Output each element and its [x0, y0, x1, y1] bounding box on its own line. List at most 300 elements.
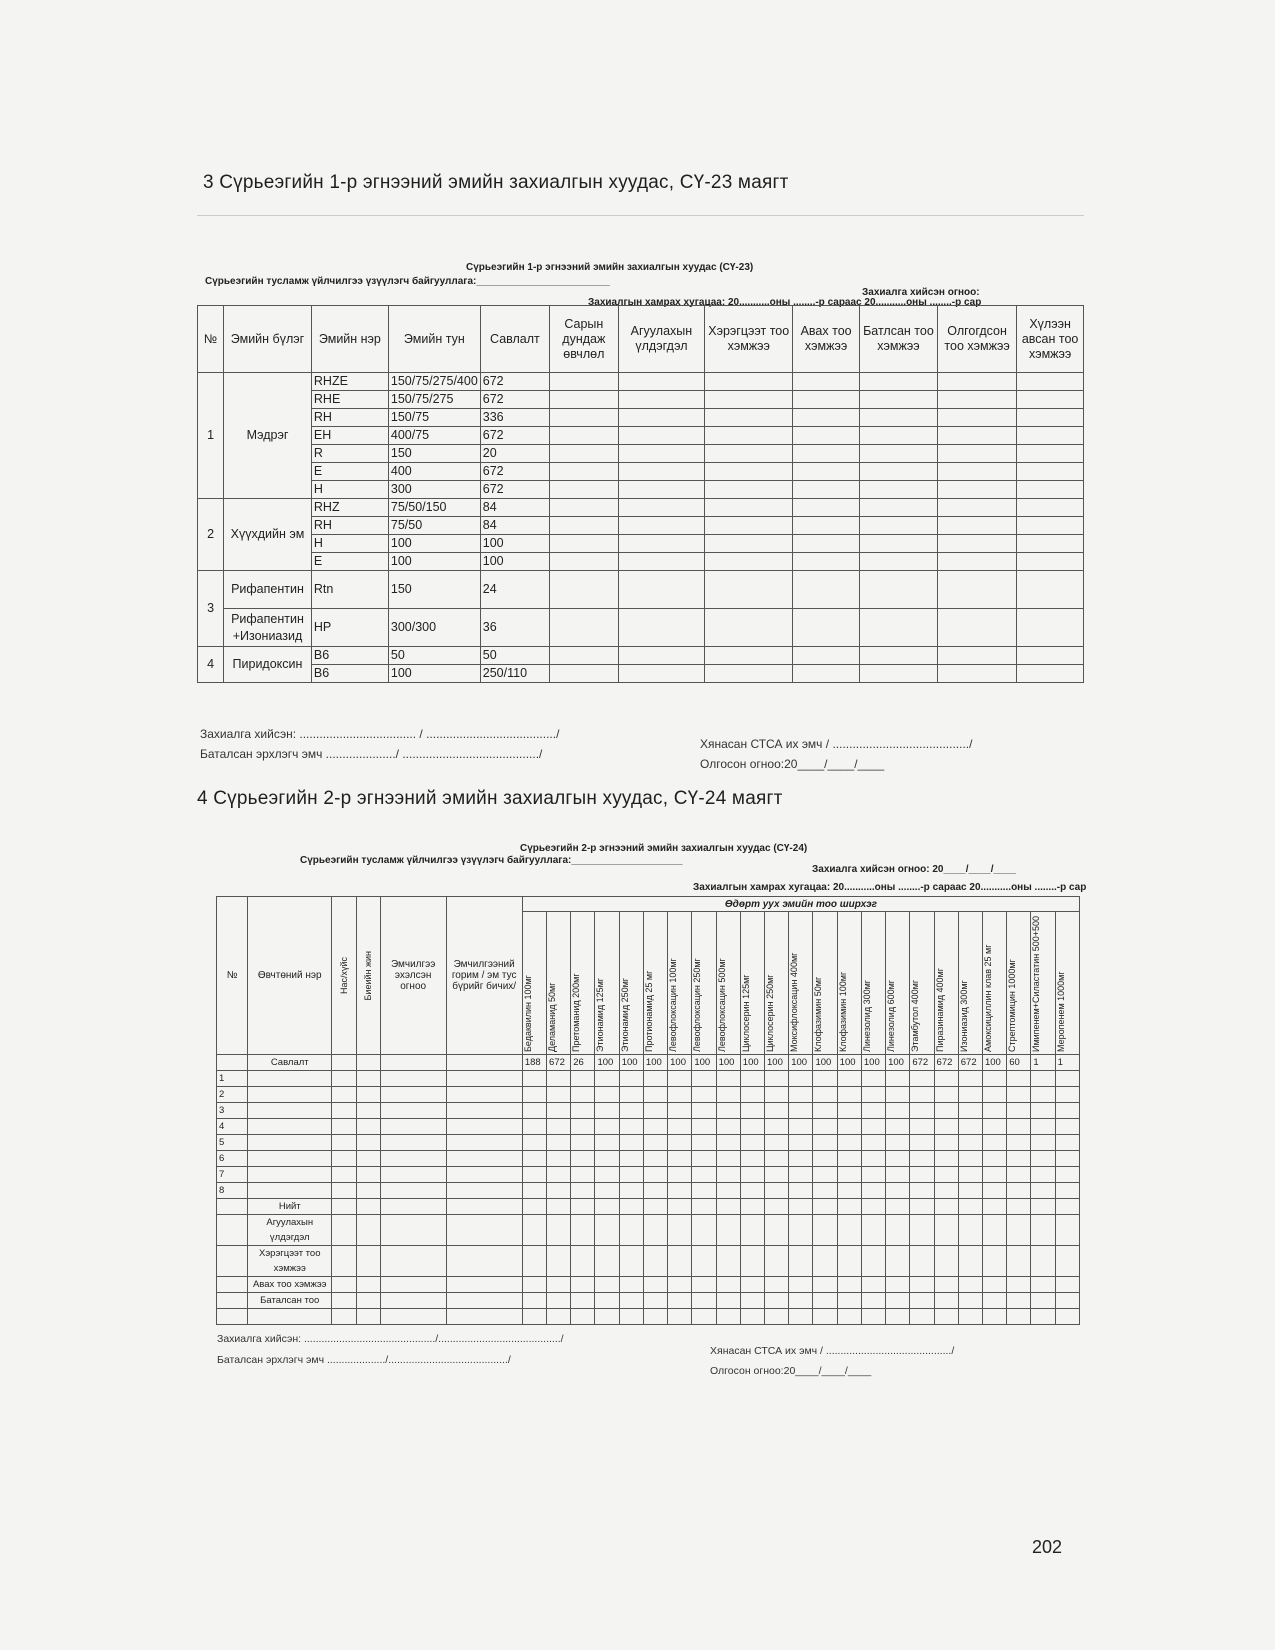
t2-empty-cell: [1031, 1103, 1055, 1119]
t2-drug-label: Клофазимин 100мг: [837, 971, 848, 1052]
t2-empty-cell: [332, 1151, 356, 1167]
t2-empty-cell: [982, 1071, 1006, 1087]
t2-empty-cell: [522, 1293, 546, 1309]
t2-empty-cell: [1031, 1277, 1055, 1293]
t2-empty-cell: [380, 1151, 446, 1167]
t1-header-cell: Хүлээн авсан тоо хэмжээ: [1017, 306, 1084, 373]
t2-empty-cell: [958, 1183, 982, 1199]
t1-empty-cell: [618, 535, 705, 553]
t2-empty-cell: [765, 1293, 789, 1309]
t1-cell: 336: [480, 409, 549, 427]
t1-empty-cell: [705, 517, 793, 535]
t2-empty-cell: [789, 1135, 813, 1151]
t2-weight-label: Биеийн жин: [363, 950, 374, 1001]
t2-empty-cell: [522, 1246, 546, 1277]
t2-packaging-cell: 100: [740, 1055, 764, 1071]
t2-empty-cell: [595, 1103, 619, 1119]
t1-group-name: Хүүхдийн эм: [224, 499, 312, 571]
t2-empty-cell: [446, 1309, 522, 1325]
t2-empty-cell: [356, 1183, 380, 1199]
form24-title: Сүрьеэгийн 2-р эгнээний эмийн захиалгын хуудас (СҮ-24): [520, 843, 808, 854]
t1-empty-cell: [550, 463, 619, 481]
t2-empty-cell: [522, 1183, 546, 1199]
t2-drug-label: Циклосерин 125мг: [740, 974, 751, 1052]
t2-empty-cell: [861, 1215, 885, 1246]
t1-empty-cell: [937, 517, 1016, 535]
t1-cell: R: [311, 445, 388, 463]
t2-empty-cell: [934, 1103, 958, 1119]
t2-empty-cell: [910, 1103, 934, 1119]
t2-empty-cell: [813, 1246, 837, 1277]
t2-empty-cell: [740, 1087, 764, 1103]
t2-empty-cell: [837, 1071, 861, 1087]
t2-empty-cell: [958, 1215, 982, 1246]
t1-cell: B6: [311, 665, 388, 683]
t1-header-cell: Савлалт: [480, 306, 549, 373]
t2-empty-cell: [1055, 1309, 1079, 1325]
t2-empty-cell: [595, 1199, 619, 1215]
t1-row: [198, 665, 1084, 683]
t1-cell: H: [311, 481, 388, 499]
t2-empty-cell: [1055, 1087, 1079, 1103]
t2-packaging-cell: 100: [716, 1055, 740, 1071]
t2-empty-cell: [446, 1167, 522, 1183]
t2-empty-cell: [619, 1135, 643, 1151]
t1-empty-cell: [859, 427, 937, 445]
t2-empty-cell: [716, 1151, 740, 1167]
t2-empty-cell: [934, 1246, 958, 1277]
t2-empty-cell: [571, 1246, 595, 1277]
t2-empty-cell: [692, 1309, 716, 1325]
t2-empty-cell: [356, 1071, 380, 1087]
t2-empty-cell: [668, 1215, 692, 1246]
t2-empty-cell: [740, 1071, 764, 1087]
t1-empty-cell: [550, 499, 619, 517]
t2-packaging-cell: 100: [813, 1055, 837, 1071]
t1-empty-cell: [705, 481, 793, 499]
t1-row: [198, 647, 1084, 665]
t2-empty-cell: [910, 1151, 934, 1167]
t1-cell: 672: [480, 373, 549, 391]
t2-empty-cell: [813, 1277, 837, 1293]
t1-empty-cell: [705, 665, 793, 683]
t1-cell: Rtn: [311, 571, 388, 609]
t2-empty-cell: [716, 1215, 740, 1246]
t2-empty-cell: [571, 1293, 595, 1309]
t2-empty-cell: [789, 1309, 813, 1325]
t1-header-cell: №: [198, 306, 224, 373]
t2-empty-cell: [765, 1246, 789, 1277]
t2-empty-cell: [446, 1183, 522, 1199]
t2-empty-cell: [813, 1103, 837, 1119]
t1-empty-cell: [705, 391, 793, 409]
t2-empty-cell: [958, 1309, 982, 1325]
t2-empty-cell: [1055, 1199, 1079, 1215]
t2-empty-cell: [982, 1087, 1006, 1103]
t2-empty-cell: [958, 1103, 982, 1119]
t2-empty-cell: [789, 1199, 813, 1215]
t2-empty-cell: [910, 1183, 934, 1199]
t2-empty-cell: [789, 1087, 813, 1103]
t2-empty-cell: [217, 1309, 248, 1325]
t2-empty-cell: [619, 1277, 643, 1293]
t2-empty-cell: [813, 1183, 837, 1199]
t1-row: [198, 499, 1084, 517]
t2-empty-cell: [861, 1293, 885, 1309]
t2-empty-cell: [595, 1151, 619, 1167]
t2-empty-cell: [1055, 1215, 1079, 1246]
t2-empty-cell: [446, 1215, 522, 1246]
t2-empty-cell: [765, 1167, 789, 1183]
t2-empty-cell: [740, 1293, 764, 1309]
t2-empty-cell: [446, 1071, 522, 1087]
t2-drug-label: Бедаквилин 100мг: [522, 975, 533, 1052]
t2-empty-cell: [982, 1293, 1006, 1309]
t2-empty-cell: [692, 1119, 716, 1135]
t2-empty-cell: [1055, 1119, 1079, 1135]
t1-empty-cell: [859, 445, 937, 463]
t2-empty-cell: [446, 1119, 522, 1135]
t2-empty-cell: [861, 1246, 885, 1277]
t1-empty-cell: [618, 499, 705, 517]
t2-empty-cell: [522, 1309, 546, 1325]
t1-row: [198, 553, 1084, 571]
t2-empty-cell: [789, 1119, 813, 1135]
t2-empty-cell: [813, 1167, 837, 1183]
t2-empty-cell: [1055, 1151, 1079, 1167]
t2-empty-cell: [217, 1277, 248, 1293]
t1-header-cell: Эмийн бүлэг: [224, 306, 312, 373]
t2-empty-cell: [934, 1087, 958, 1103]
t2-empty-cell: [958, 1071, 982, 1087]
t2-empty-cell: [332, 1055, 356, 1071]
t1-empty-cell: [550, 445, 619, 463]
t2-empty-cell: [958, 1151, 982, 1167]
t1-empty-cell: [793, 517, 860, 535]
t1-header-cell: Олгогдсон тоо хэмжээ: [937, 306, 1016, 373]
t1-empty-cell: [705, 373, 793, 391]
t2-empty-cell: [765, 1119, 789, 1135]
t1-cell: 50: [480, 647, 549, 665]
t2-empty-cell: [1007, 1167, 1031, 1183]
t2-empty-cell: [740, 1103, 764, 1119]
t2-empty-cell: [595, 1087, 619, 1103]
t1-empty-cell: [937, 609, 1016, 647]
form23-org-label: Сүрьеэгийн тусламж үйлчилгээ үзүүлэгч байгууллага:________________________: [205, 276, 610, 287]
t2-row-number: 6: [217, 1151, 248, 1167]
t2-empty-cell: [217, 1293, 248, 1309]
t2-empty-cell: [356, 1151, 380, 1167]
t2-empty-cell: [837, 1215, 861, 1246]
form24-org-label: Сүрьеэгийн тусламж үйлчилгээ үзүүлэгч байгууллага:____________________: [300, 855, 683, 866]
t2-empty-cell: [692, 1277, 716, 1293]
t2-empty-cell: [692, 1215, 716, 1246]
t2-empty-cell: [643, 1277, 667, 1293]
t1-empty-cell: [618, 373, 705, 391]
t2-empty-cell: [643, 1135, 667, 1151]
t2-empty-cell: [571, 1135, 595, 1151]
t2-empty-cell: [813, 1293, 837, 1309]
t1-cell: 672: [480, 463, 549, 481]
t2-empty-cell: [861, 1309, 885, 1325]
t1-cell: HP: [311, 609, 388, 647]
t2-empty-cell: [982, 1135, 1006, 1151]
t1-cell: 300: [388, 481, 480, 499]
t1-empty-cell: [793, 373, 860, 391]
t2-empty-cell: [982, 1183, 1006, 1199]
t1-empty-cell: [859, 553, 937, 571]
t2-packaging-cell: 672: [547, 1055, 571, 1071]
t2-empty-cell: [837, 1151, 861, 1167]
t2-empty-cell: [595, 1215, 619, 1246]
t2-empty-cell: [861, 1135, 885, 1151]
t2-drug-label: Амоксициллин клав 25 мг: [982, 944, 993, 1052]
t1-empty-cell: [618, 647, 705, 665]
t2-packaging-cell: 100: [619, 1055, 643, 1071]
t1-empty-cell: [550, 647, 619, 665]
t2-empty-cell: [692, 1199, 716, 1215]
t2-empty-cell: [789, 1071, 813, 1087]
t2-empty-cell: [332, 1199, 356, 1215]
t2-packaging-cell: 100: [765, 1055, 789, 1071]
t1-cell: RHE: [311, 391, 388, 409]
t2-drug-header: [837, 912, 861, 1055]
t2-empty-cell: [789, 1293, 813, 1309]
t1-empty-cell: [618, 445, 705, 463]
t1-cell: 150/75: [388, 409, 480, 427]
t2-empty-cell: [692, 1071, 716, 1087]
t2-empty-cell: [356, 1055, 380, 1071]
t1-empty-cell: [1017, 463, 1084, 481]
t2-empty-cell: [740, 1119, 764, 1135]
t2-empty-cell: [958, 1199, 982, 1215]
t1-header-cell: Сарын дундаж өвчлөл: [550, 306, 619, 373]
t1-empty-cell: [1017, 553, 1084, 571]
t2-empty-cell: [1031, 1167, 1055, 1183]
t2-empty-cell: [356, 1277, 380, 1293]
t1-empty-cell: [705, 445, 793, 463]
form23-sig-issued: Олгосон огноо:20____/____/____: [700, 757, 885, 771]
t1-group-no: 3: [198, 571, 224, 647]
t1-empty-cell: [550, 553, 619, 571]
t2-drug-header: [813, 912, 837, 1055]
t2-empty-cell: [716, 1103, 740, 1119]
t2-drug-label: Этионамид 250мг: [619, 977, 630, 1052]
t2-empty-cell: [934, 1309, 958, 1325]
t2-empty-cell: [547, 1277, 571, 1293]
t1-cell: 672: [480, 427, 549, 445]
t1-empty-cell: [1017, 481, 1084, 499]
t2-drug-header: [1007, 912, 1031, 1055]
t2-empty-cell: [332, 1215, 356, 1246]
t2-empty-cell: [1007, 1215, 1031, 1246]
t2-empty-cell: [837, 1199, 861, 1215]
t2-empty-cell: [619, 1293, 643, 1309]
t1-empty-cell: [937, 427, 1016, 445]
t2-empty-cell: [380, 1215, 446, 1246]
t2-empty-cell: [380, 1055, 446, 1071]
t1-cell: 84: [480, 499, 549, 517]
t1-empty-cell: [705, 427, 793, 445]
t2-empty-cell: [380, 1103, 446, 1119]
t2-empty-cell: [356, 1246, 380, 1277]
t2-empty-cell: [740, 1135, 764, 1151]
t1-empty-cell: [550, 391, 619, 409]
t1-empty-cell: [1017, 517, 1084, 535]
t1-cell: 84: [480, 517, 549, 535]
t2-empty-cell: [1031, 1071, 1055, 1087]
t2-empty-cell: [547, 1119, 571, 1135]
t2-empty-cell: [765, 1151, 789, 1167]
t2-empty-cell: [910, 1119, 934, 1135]
t1-empty-cell: [937, 571, 1016, 609]
t2-patient-row: [217, 1151, 1080, 1167]
t2-col-start: Эмчилгээ эхэлсэн огноо: [380, 897, 446, 1055]
t2-empty-cell: [934, 1183, 958, 1199]
t2-empty-cell: [982, 1199, 1006, 1215]
t2-empty-cell: [643, 1199, 667, 1215]
t2-empty-cell: [813, 1135, 837, 1151]
form24-table: [216, 896, 1080, 1325]
form24-period: Захиалгын хамрах хугацаа: 20...........оны ........-р сараас 20...........оны ........-р сар: [693, 882, 1087, 893]
t2-empty-cell: [332, 1119, 356, 1135]
t2-patient-row: [217, 1119, 1080, 1135]
t2-empty-cell: [765, 1087, 789, 1103]
t2-footer-row: [217, 1246, 1080, 1277]
t2-empty-cell: [356, 1103, 380, 1119]
t1-empty-cell: [937, 463, 1016, 481]
t1-empty-cell: [793, 553, 860, 571]
t2-empty-cell: [837, 1277, 861, 1293]
t1-empty-cell: [618, 553, 705, 571]
t2-empty-cell: [837, 1087, 861, 1103]
t1-cell: 36: [480, 609, 549, 647]
t2-empty-cell: [716, 1199, 740, 1215]
t2-empty-cell: [958, 1293, 982, 1309]
t2-footer-label: Авах тоо хэмжээ: [248, 1277, 332, 1293]
t1-empty-cell: [937, 391, 1016, 409]
t2-empty-cell: [668, 1103, 692, 1119]
t1-empty-cell: [1017, 665, 1084, 683]
t2-drug-header: [789, 912, 813, 1055]
t2-drug-header: [1055, 912, 1079, 1055]
t2-empty-cell: [619, 1167, 643, 1183]
t2-empty-cell: [547, 1087, 571, 1103]
t2-empty-cell: [740, 1309, 764, 1325]
t1-empty-cell: [793, 391, 860, 409]
t2-empty-cell: [1031, 1183, 1055, 1199]
t2-empty-cell: [934, 1199, 958, 1215]
t1-row: [198, 391, 1084, 409]
t2-packaging-cell: 1: [1055, 1055, 1079, 1071]
t2-empty-cell: [248, 1103, 332, 1119]
t2-empty-cell: [789, 1151, 813, 1167]
t2-empty-cell: [982, 1215, 1006, 1246]
form24-sig-ordered: Захиалга хийсэн: ............................................./........................................../: [217, 1333, 564, 1345]
t1-empty-cell: [550, 535, 619, 553]
t2-empty-cell: [248, 1119, 332, 1135]
t2-empty-cell: [446, 1103, 522, 1119]
t2-drug-header: [619, 912, 643, 1055]
t2-empty-cell: [248, 1309, 332, 1325]
t2-empty-cell: [861, 1103, 885, 1119]
t2-empty-cell: [571, 1087, 595, 1103]
t2-empty-cell: [380, 1277, 446, 1293]
t2-drug-label: Этионамид 125мг: [595, 977, 606, 1052]
t2-empty-cell: [886, 1246, 910, 1277]
t2-empty-cell: [356, 1215, 380, 1246]
t1-empty-cell: [793, 463, 860, 481]
t2-empty-cell: [380, 1167, 446, 1183]
t1-empty-cell: [550, 481, 619, 499]
t2-empty-cell: [886, 1071, 910, 1087]
t2-empty-cell: [716, 1167, 740, 1183]
t1-cell: 400: [388, 463, 480, 481]
t2-empty-cell: [380, 1071, 446, 1087]
t2-row-number: 7: [217, 1167, 248, 1183]
t2-empty-cell: [668, 1183, 692, 1199]
t2-empty-cell: [571, 1151, 595, 1167]
t2-packaging-cell: 100: [668, 1055, 692, 1071]
t2-empty-cell: [813, 1151, 837, 1167]
t2-empty-cell: [886, 1309, 910, 1325]
t2-row-number: 5: [217, 1135, 248, 1151]
t2-packaging-cell: 100: [982, 1055, 1006, 1071]
t2-empty-cell: [813, 1087, 837, 1103]
t2-packaging-cell: 100: [861, 1055, 885, 1071]
t2-empty-cell: [668, 1199, 692, 1215]
t2-empty-cell: [643, 1167, 667, 1183]
t2-empty-cell: [595, 1293, 619, 1309]
form23-sig-checked: Хянасан СТСА их эмч / ........................................./: [700, 737, 973, 751]
t2-empty-cell: [837, 1183, 861, 1199]
t2-empty-cell: [248, 1151, 332, 1167]
t1-empty-cell: [859, 409, 937, 427]
t2-empty-cell: [982, 1277, 1006, 1293]
t1-empty-cell: [550, 409, 619, 427]
t2-footer-label: Хэрэгцээт тоо хэмжээ: [248, 1246, 332, 1277]
t1-header-cell: Авах тоо хэмжээ: [793, 306, 860, 373]
t2-empty-cell: [595, 1246, 619, 1277]
t2-empty-cell: [380, 1087, 446, 1103]
t2-empty-cell: [740, 1151, 764, 1167]
t1-cell: 250/110: [480, 665, 549, 683]
t2-empty-cell: [837, 1293, 861, 1309]
t1-cell: RHZ: [311, 499, 388, 517]
t2-empty-cell: [934, 1135, 958, 1151]
t2-empty-cell: [643, 1071, 667, 1087]
t2-empty-cell: [522, 1087, 546, 1103]
t1-header-cell: Эмийн нэр: [311, 306, 388, 373]
t2-empty-cell: [1055, 1293, 1079, 1309]
t2-drug-header: [643, 912, 667, 1055]
t2-empty-cell: [789, 1183, 813, 1199]
t2-empty-cell: [958, 1119, 982, 1135]
t2-empty-cell: [571, 1071, 595, 1087]
t2-empty-cell: [332, 1087, 356, 1103]
t2-empty-cell: [765, 1199, 789, 1215]
t2-empty-cell: [332, 1277, 356, 1293]
t1-empty-cell: [550, 373, 619, 391]
t2-empty-cell: [547, 1246, 571, 1277]
t1-row: [198, 463, 1084, 481]
t2-empty-cell: [958, 1277, 982, 1293]
t2-empty-cell: [716, 1071, 740, 1087]
t1-empty-cell: [859, 535, 937, 553]
t2-empty-cell: [958, 1135, 982, 1151]
t2-empty-cell: [643, 1119, 667, 1135]
t1-empty-cell: [793, 427, 860, 445]
